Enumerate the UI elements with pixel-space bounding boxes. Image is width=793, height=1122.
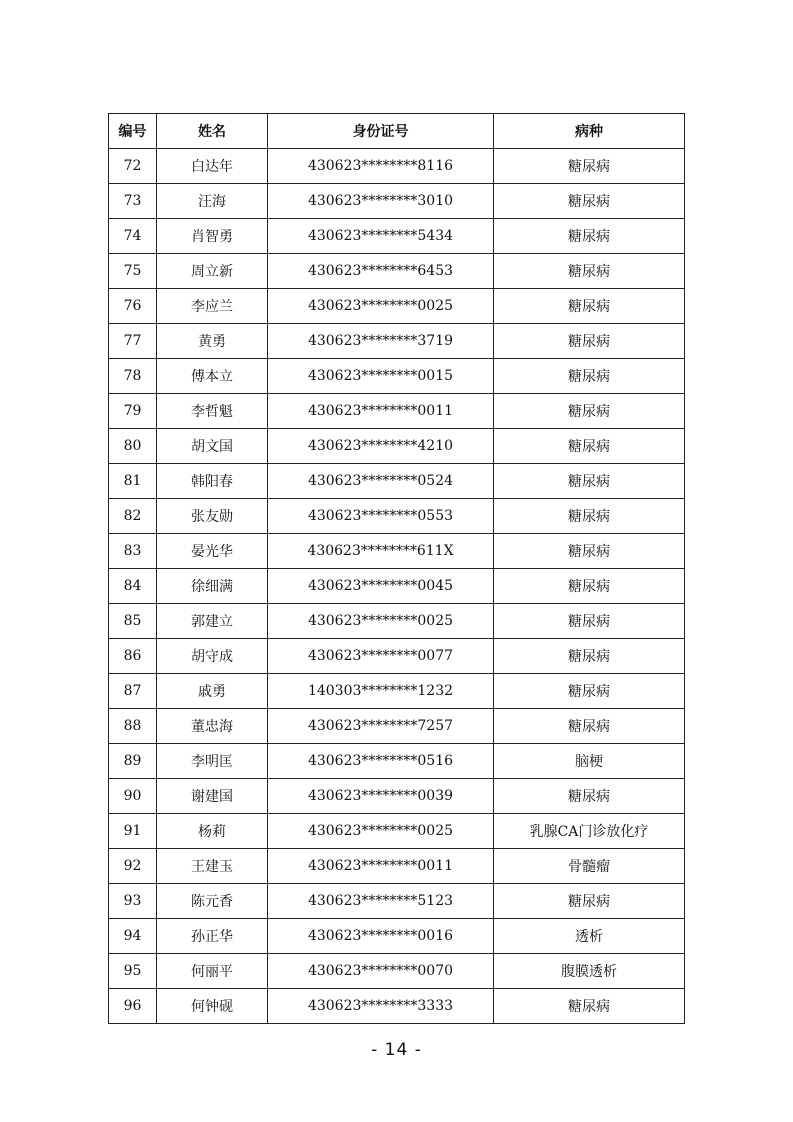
cell-id-number: 430623********3010	[268, 184, 494, 219]
cell-name: 李哲魁	[157, 394, 268, 429]
cell-disease: 糖尿病	[494, 989, 685, 1024]
cell-id-number: 430623********0553	[268, 499, 494, 534]
table-row	[109, 919, 685, 954]
cell-name: 胡文国	[157, 429, 268, 464]
cell-id-number: 430623********0025	[268, 814, 494, 849]
table-row	[109, 499, 685, 534]
cell-name: 何丽平	[157, 954, 268, 989]
cell-number: 88	[109, 709, 157, 744]
cell-number: 86	[109, 639, 157, 674]
cell-number: 85	[109, 604, 157, 639]
cell-number: 81	[109, 464, 157, 499]
cell-id-number: 430623********611X	[268, 534, 494, 569]
cell-id-number: 430623********0077	[268, 639, 494, 674]
cell-name: 黄勇	[157, 324, 268, 359]
cell-id-number: 430623********5434	[268, 219, 494, 254]
table-row	[109, 709, 685, 744]
cell-disease: 糖尿病	[494, 429, 685, 464]
table-row	[109, 954, 685, 989]
cell-number: 74	[109, 219, 157, 254]
cell-disease: 糖尿病	[494, 464, 685, 499]
cell-number: 90	[109, 779, 157, 814]
table-row	[109, 744, 685, 779]
table-row	[109, 219, 685, 254]
cell-disease: 糖尿病	[494, 254, 685, 289]
cell-disease: 乳腺CA门诊放化疗	[494, 814, 685, 849]
cell-name: 李应兰	[157, 289, 268, 324]
cell-name: 汪海	[157, 184, 268, 219]
cell-number: 73	[109, 184, 157, 219]
cell-name: 胡守成	[157, 639, 268, 674]
cell-disease: 糖尿病	[494, 709, 685, 744]
cell-name: 白达年	[157, 149, 268, 184]
cell-name: 张友勋	[157, 499, 268, 534]
cell-disease: 糖尿病	[494, 394, 685, 429]
cell-disease: 糖尿病	[494, 499, 685, 534]
cell-name: 韩阳春	[157, 464, 268, 499]
cell-number: 91	[109, 814, 157, 849]
cell-number: 76	[109, 289, 157, 324]
cell-id-number: 430623********0011	[268, 394, 494, 429]
header-name: 姓名	[157, 114, 268, 149]
cell-name: 陈元香	[157, 884, 268, 919]
cell-name: 戚勇	[157, 674, 268, 709]
cell-disease: 糖尿病	[494, 184, 685, 219]
cell-number: 93	[109, 884, 157, 919]
cell-disease: 糖尿病	[494, 289, 685, 324]
cell-name: 谢建国	[157, 779, 268, 814]
patient-table	[108, 113, 685, 1024]
table-row	[109, 569, 685, 604]
cell-id-number: 430623********4210	[268, 429, 494, 464]
cell-number: 80	[109, 429, 157, 464]
header-number: 编号	[109, 114, 157, 149]
table-body	[109, 149, 685, 1024]
cell-name: 孙正华	[157, 919, 268, 954]
table-row	[109, 429, 685, 464]
cell-id-number: 430623********0011	[268, 849, 494, 884]
cell-id-number: 430623********0516	[268, 744, 494, 779]
cell-number: 94	[109, 919, 157, 954]
cell-number: 83	[109, 534, 157, 569]
cell-name: 王建玉	[157, 849, 268, 884]
cell-name: 董忠海	[157, 709, 268, 744]
cell-disease: 糖尿病	[494, 884, 685, 919]
cell-name: 傅本立	[157, 359, 268, 394]
table-header	[109, 114, 685, 149]
cell-number: 79	[109, 394, 157, 429]
cell-disease: 糖尿病	[494, 674, 685, 709]
cell-id-number: 430623********0045	[268, 569, 494, 604]
cell-id-number: 140303********1232	[268, 674, 494, 709]
cell-name: 周立新	[157, 254, 268, 289]
table-row	[109, 674, 685, 709]
table-row	[109, 324, 685, 359]
cell-id-number: 430623********7257	[268, 709, 494, 744]
cell-name: 何钟砚	[157, 989, 268, 1024]
table-row	[109, 849, 685, 884]
cell-number: 72	[109, 149, 157, 184]
cell-id-number: 430623********3333	[268, 989, 494, 1024]
cell-number: 82	[109, 499, 157, 534]
cell-number: 75	[109, 254, 157, 289]
cell-id-number: 430623********0025	[268, 604, 494, 639]
cell-number: 84	[109, 569, 157, 604]
cell-name: 郭建立	[157, 604, 268, 639]
cell-name: 徐细满	[157, 569, 268, 604]
cell-disease: 糖尿病	[494, 604, 685, 639]
cell-disease: 腹膜透析	[494, 954, 685, 989]
table-row	[109, 884, 685, 919]
table-row	[109, 394, 685, 429]
table-row	[109, 359, 685, 394]
cell-id-number: 430623********5123	[268, 884, 494, 919]
cell-number: 96	[109, 989, 157, 1024]
table-row	[109, 534, 685, 569]
cell-id-number: 430623********6453	[268, 254, 494, 289]
table-row	[109, 149, 685, 184]
cell-disease: 糖尿病	[494, 534, 685, 569]
cell-disease: 糖尿病	[494, 219, 685, 254]
cell-disease: 糖尿病	[494, 639, 685, 674]
cell-disease: 糖尿病	[494, 149, 685, 184]
cell-id-number: 430623********0025	[268, 289, 494, 324]
cell-number: 95	[109, 954, 157, 989]
table-row	[109, 254, 685, 289]
cell-number: 92	[109, 849, 157, 884]
cell-number: 89	[109, 744, 157, 779]
table-row	[109, 639, 685, 674]
header-disease: 病种	[494, 114, 685, 149]
cell-name: 杨莉	[157, 814, 268, 849]
table-row	[109, 989, 685, 1024]
cell-id-number: 430623********8116	[268, 149, 494, 184]
cell-name: 肖智勇	[157, 219, 268, 254]
cell-id-number: 430623********3719	[268, 324, 494, 359]
cell-disease: 糖尿病	[494, 324, 685, 359]
header-row	[109, 114, 685, 149]
cell-number: 87	[109, 674, 157, 709]
cell-id-number: 430623********0015	[268, 359, 494, 394]
cell-disease: 糖尿病	[494, 569, 685, 604]
table-row	[109, 289, 685, 324]
page-number: - 14 -	[371, 1040, 422, 1060]
cell-disease: 脑梗	[494, 744, 685, 779]
cell-disease: 糖尿病	[494, 779, 685, 814]
cell-name: 晏光华	[157, 534, 268, 569]
cell-disease: 透析	[494, 919, 685, 954]
cell-name: 李明匡	[157, 744, 268, 779]
cell-id-number: 430623********0039	[268, 779, 494, 814]
cell-disease: 骨髓瘤	[494, 849, 685, 884]
table-row	[109, 814, 685, 849]
header-id-number: 身份证号	[268, 114, 494, 149]
cell-disease: 糖尿病	[494, 359, 685, 394]
table-row	[109, 184, 685, 219]
cell-number: 77	[109, 324, 157, 359]
cell-id-number: 430623********0070	[268, 954, 494, 989]
table-row	[109, 464, 685, 499]
cell-id-number: 430623********0016	[268, 919, 494, 954]
table-row	[109, 779, 685, 814]
cell-number: 78	[109, 359, 157, 394]
cell-id-number: 430623********0524	[268, 464, 494, 499]
table-row	[109, 604, 685, 639]
